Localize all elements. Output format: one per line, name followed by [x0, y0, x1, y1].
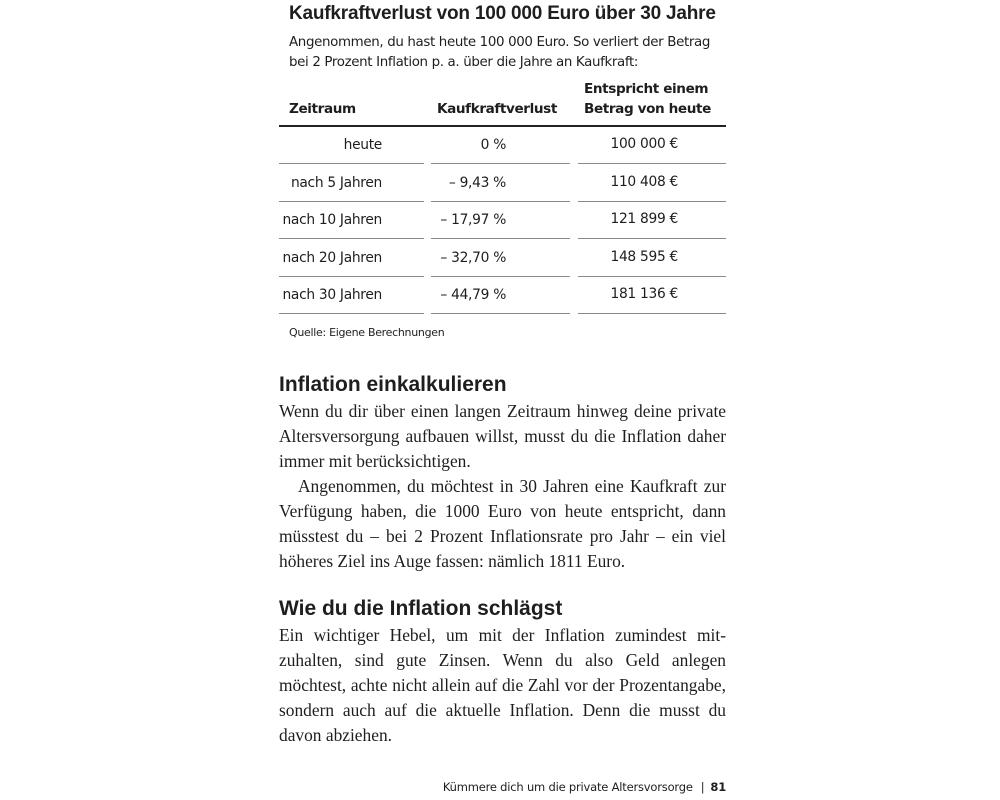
header-zeitraum: Zeitraum: [289, 101, 356, 117]
table-row: [279, 202, 726, 240]
cell-zeitraum: [279, 165, 424, 202]
cell-text: nach 20 Jahren: [282, 249, 382, 266]
cell-text: nach 10 Jahren: [282, 212, 382, 229]
page-number: 81: [710, 780, 726, 794]
cell-text: 148 595 €: [610, 248, 678, 265]
cell-text: 181 136 €: [610, 286, 678, 303]
header-kaufkraftverlust: Kaufkraftverlust: [437, 101, 557, 117]
purchasing-power-table: [279, 80, 726, 315]
table-header-row: [279, 80, 726, 127]
table-row: [279, 277, 726, 315]
cell-kaufkraftverlust: [431, 165, 570, 202]
section-heading-inflation-einkalkulieren: Inflation einkalkulieren: [279, 373, 507, 396]
table-row: [279, 165, 726, 203]
paragraph: Ein wichtiger Hebel, um mit der Inflation zumindest mitzuhalten, sind gute Zinsen. Wenn du also Geld anlegen möchtest, achte nicht allein auf die Zahl vor der Prozentangabe, sondern auch auf die aktuelle Inflation. Denn die musst du davon abziehen.: [279, 625, 726, 745]
cell-zeitraum: [279, 240, 424, 277]
cell-kaufkraftverlust: [431, 277, 570, 314]
cell-text: nach 30 Jahren: [282, 287, 382, 304]
cell-betrag: [578, 240, 726, 277]
cell-betrag: [578, 277, 726, 314]
cell-text: – 32,70 %: [440, 249, 506, 266]
cell-text: heute: [343, 137, 382, 153]
cell-text: 0 %: [480, 137, 506, 153]
cell-text: – 17,97 %: [440, 212, 506, 229]
page-footer: [443, 778, 726, 796]
cell-text: 100 000 €: [610, 136, 678, 152]
cell-betrag: [578, 127, 726, 164]
cell-kaufkraftverlust: [431, 240, 570, 277]
cell-text: nach 5 Jahren: [290, 174, 382, 191]
table-row: [279, 240, 726, 278]
table-intro: Angenommen, du hast heute 100 000 Euro. So verliert der Betrag bei 2 Prozent Inflation p. a. über die Jahre an Kaufkraft:: [289, 35, 711, 70]
cell-betrag: [578, 165, 726, 202]
book-page: [279, 0, 726, 800]
cell-text: 121 899 €: [610, 211, 678, 228]
paragraph: Wenn du dir über einen langen Zeitraum hinweg deine private Altersversorgung aufbauen willst, musst du die Inflation daher immer mit berücksichtigen.: [279, 401, 726, 471]
cell-zeitraum: [279, 127, 424, 164]
paragraph: Angenommen, du möchtest in 30 Jahren eine Kaufkraft zur Verfügung haben, die 1000 Euro von heute entspricht, dann müsstest du – bei 2 Prozent Inflationsrate pro Jahr – ein viel höheres Ziel ins Auge fassen: nämlich 1811 Euro.: [279, 476, 726, 571]
cell-kaufkraftverlust: [431, 127, 570, 164]
cell-zeitraum: [279, 277, 424, 314]
table-title: Kaufkraftverlust von 100 000 Euro über 30 Jahre: [289, 3, 716, 24]
cell-kaufkraftverlust: [431, 202, 570, 239]
cell-text: 110 408 €: [610, 173, 678, 190]
cell-betrag: [578, 202, 726, 239]
cell-text: – 9,43 %: [448, 174, 506, 191]
cell-zeitraum: [279, 202, 424, 239]
footer-separator: |: [700, 780, 705, 794]
header-betrag-von-heute: Entspricht einem Betrag von heute: [584, 81, 711, 117]
table-source: Quelle: Eigene Berechnungen: [289, 326, 445, 339]
cell-text: – 44,79 %: [440, 287, 506, 304]
table-row: [279, 127, 726, 165]
running-footer-chapter: Kümmere dich um die private Altersvorsorge: [442, 780, 693, 794]
section-heading-inflation-schlagen: Wie du die Inflation schlägst: [279, 597, 563, 620]
